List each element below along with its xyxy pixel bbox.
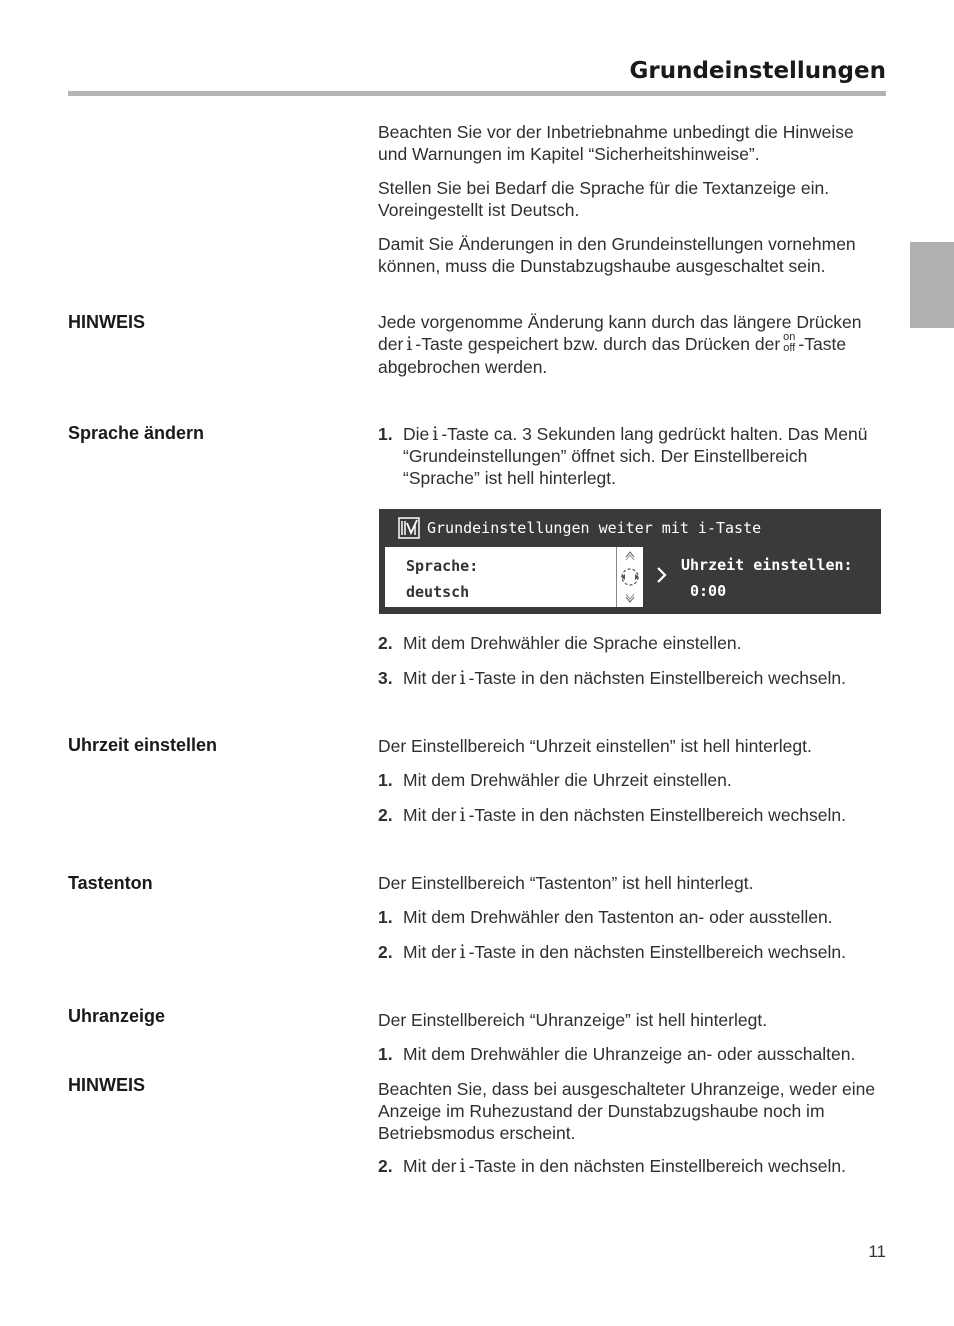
hinweis-text: Beachten Sie, dass bei ausgeschalteter Uhranzeige, weder eine Anzeige im Ruhezustand der Dunstabzugshaube noch im Betriebsmodus erscheint. [378,1079,876,1143]
step-text [378,667,886,689]
section-heading-uhranzeige: Uhranzeige [68,1006,166,1026]
page-number: 11 [868,1242,886,1261]
uhranzeige-intro: Der Einstellbereich “Uhranzeige” ist hell hinterlegt. [378,1010,768,1030]
display-next-value: 0:00 [690,582,727,600]
section-heading-uhrzeit: Uhrzeit einstellen [68,735,218,755]
step-number: 2. [378,805,393,825]
display-field-value: deutsch [406,583,470,601]
rotary-selector-icon [616,547,643,607]
off-label: off [783,342,796,355]
step-number: 1. [378,770,393,790]
uhrzeit-intro: Der Einstellbereich “Uhrzeit einstellen” ist hell hinterlegt. [378,736,812,756]
page-title: Grundeinstellungen [629,58,886,84]
step-number: 3. [378,668,393,688]
step-text-post: -Taste in den nächsten Einstellbereich wechseln. [468,805,847,825]
step-text [378,423,886,489]
step-number: 1. [378,1044,393,1064]
step-text-post: -Taste in den nächsten Einstellbereich wechseln. [468,668,847,688]
hinweis-text-part2: -Taste gespeichert bzw. durch das Drücken der [415,334,781,354]
step-text-post: -Taste in den nächsten Einstellbereich wechseln. [468,1156,847,1176]
i-key-icon: i [406,333,413,355]
uhranzeige-step-1 [378,1043,886,1065]
i-key-icon: i [459,1155,466,1177]
step-text-pre: Mit der [403,1156,457,1176]
hinweis-text-part3: -Taste abgebrochen werden. [378,334,847,378]
step-number: 1. [378,907,393,927]
step-text-pre: Mit der [403,805,457,825]
tastenton-intro: Der Einstellbereich “Tastenton” ist hell hinterlegt. [378,873,754,893]
intro-paragraph-2: Stellen Sie bei Bedarf die Sprache für die Textanzeige ein. Voreingestellt ist Deutsch. [378,178,830,220]
step-text-post: -Taste in den nächsten Einstellbereich wechseln. [468,942,847,962]
section-heading-tastenton: Tastenton [68,873,153,893]
i-key-icon: i [459,804,466,826]
step-text: Mit dem Drehwähler den Tastenton an- oder ausstellen. [403,907,833,927]
uhrzeit-step-1 [378,769,886,791]
step-text: Mit dem Drehwähler die Sprache einstellen. [403,633,742,653]
step-text [378,941,886,963]
section-heading-sprache: Sprache ändern [68,423,205,443]
sprache-step-1 [378,423,886,489]
step-number: 2. [378,942,393,962]
step-number: 2. [378,1156,393,1176]
step-text: Mit dem Drehwähler die Uhranzeige an- oder ausschalten. [403,1044,856,1064]
chevron-right-icon [655,565,669,585]
step-number: 1. [378,424,393,444]
sprache-step-3 [378,667,886,689]
display-header: Grundeinstellungen weiter mit i-Taste [427,519,762,537]
intro-paragraph-1: Beachten Sie vor der Inbetriebnahme unbedingt die Hinweise und Warnungen im Kapitel “Sicherheitshinweise”. [378,122,854,164]
control-display [379,509,881,614]
step-number: 2. [378,633,393,653]
step-text-pre: Die [403,424,430,444]
step-text [378,1155,886,1177]
i-key-icon: i [459,667,466,689]
step-text [378,804,886,826]
display-field-label: Sprache: [406,557,479,575]
step-text: Mit dem Drehwähler die Uhrzeit einstellen. [403,770,732,790]
tastenton-step-2 [378,941,886,963]
chapter-tab [910,242,954,328]
intro-paragraph-3: Damit Sie Änderungen in den Grundeinstellungen vornehmen können, muss die Dunstabzugshaube ausgeschaltet sein. [378,234,856,276]
step-text-pre: Mit der [403,942,457,962]
on-label: on [783,331,796,344]
hinweis-text [378,311,886,378]
hinweis-text-part1: Jede vorgenomme Änderung kann durch das längere Drücken der [378,312,862,354]
i-key-icon: i [459,941,466,963]
settings-menu-icon [398,517,420,539]
uhrzeit-step-2 [378,804,886,826]
display-selected-field [385,547,616,607]
uhranzeige-step-2 [378,1155,886,1177]
sprache-step-2 [378,632,886,654]
hinweis-label: HINWEIS [68,1075,146,1095]
tastenton-step-1 [378,906,886,928]
step-text-pre: Mit der [403,668,457,688]
hinweis-label: HINWEIS [68,312,146,332]
on-off-key-icon [783,332,795,354]
title-rule [68,91,886,96]
i-key-icon: i [432,423,439,445]
step-text-post: -Taste ca. 3 Sekunden lang gedrückt halten. Das Menü “Grundeinstellungen” öffnet sich. Der Einstellbereich “Sprache” ist hell hinterlegt. [403,424,868,488]
display-next-label: Uhrzeit einstellen: [681,556,853,574]
